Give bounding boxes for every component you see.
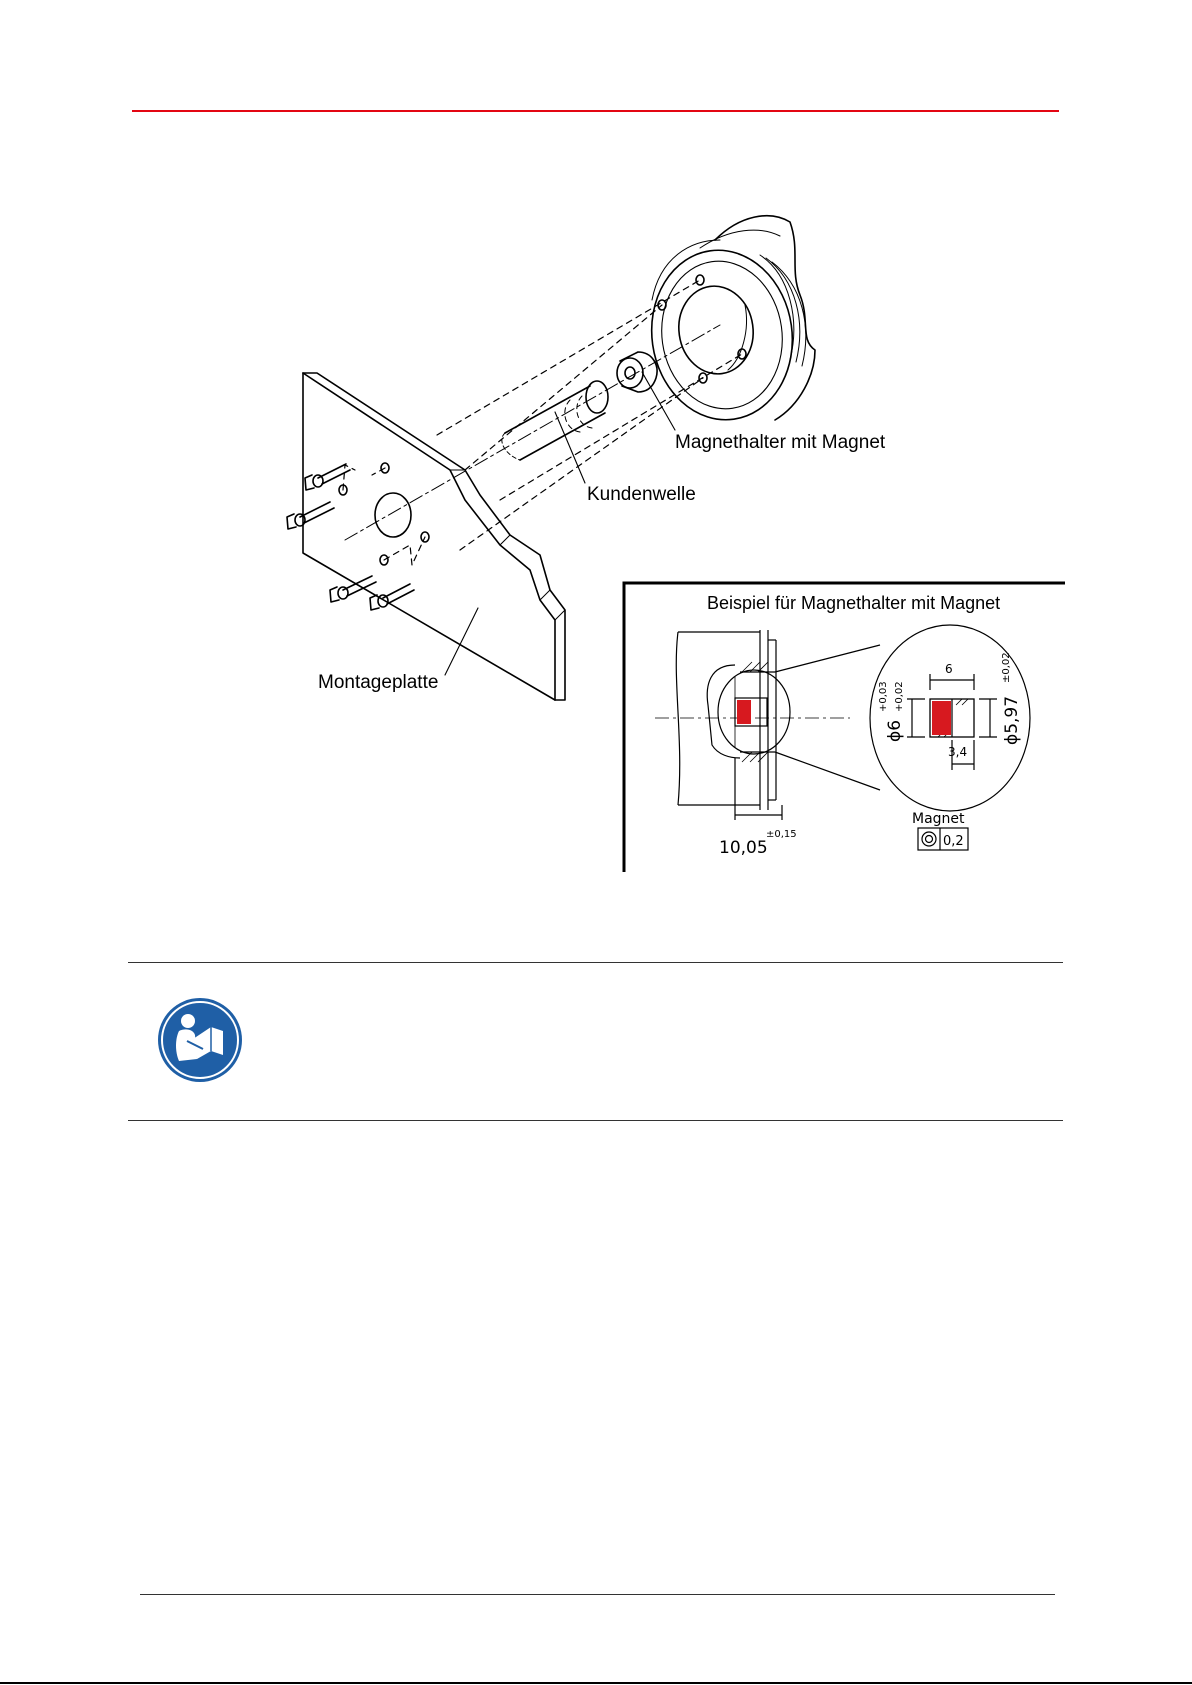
detail-title: Beispiel für Magnethalter mit Magnet — [707, 593, 1001, 613]
label-mounting-plate: Montageplatte — [318, 672, 439, 693]
read-manual-icon — [157, 997, 243, 1083]
notice-bottom-rule — [128, 1120, 1063, 1121]
dim-diam-left-tol-lower: +0,02 — [894, 681, 905, 712]
dim-depth: 10,05 — [719, 838, 768, 858]
footer-rule — [140, 1594, 1055, 1595]
dim-diam-right: ϕ5,97 — [1002, 695, 1022, 745]
center-axis — [345, 325, 720, 540]
magnet-holder-part — [617, 352, 657, 392]
tolerance-value: 0,2 — [943, 834, 964, 849]
dim-width-bottom: 3,4 — [948, 745, 968, 759]
leader-lines — [445, 372, 675, 675]
dim-diam-left: ϕ6 — [885, 719, 905, 742]
detail-inset — [624, 583, 1065, 872]
magnet-red-detail — [932, 701, 951, 735]
dim-diam-left-tol-upper: +0,03 — [878, 681, 889, 712]
dim-depth-tol: ±0,15 — [766, 829, 797, 840]
page-bottom-edge — [0, 1682, 1192, 1684]
customer-shaft-part — [502, 381, 608, 460]
dim-width-top: 6 — [945, 662, 953, 676]
label-customer-shaft: Kundenwelle — [587, 484, 696, 505]
notice-top-rule — [128, 962, 1063, 963]
magnet-red-left — [737, 700, 751, 724]
dim-diam-right-tol: ±0,02 — [1001, 652, 1012, 683]
assembly-lines — [343, 280, 742, 565]
encoder-housing — [641, 216, 815, 429]
label-magnet-holder: Magnethalter mit Magnet — [675, 432, 886, 453]
magnet-label: Magnet — [912, 811, 965, 827]
